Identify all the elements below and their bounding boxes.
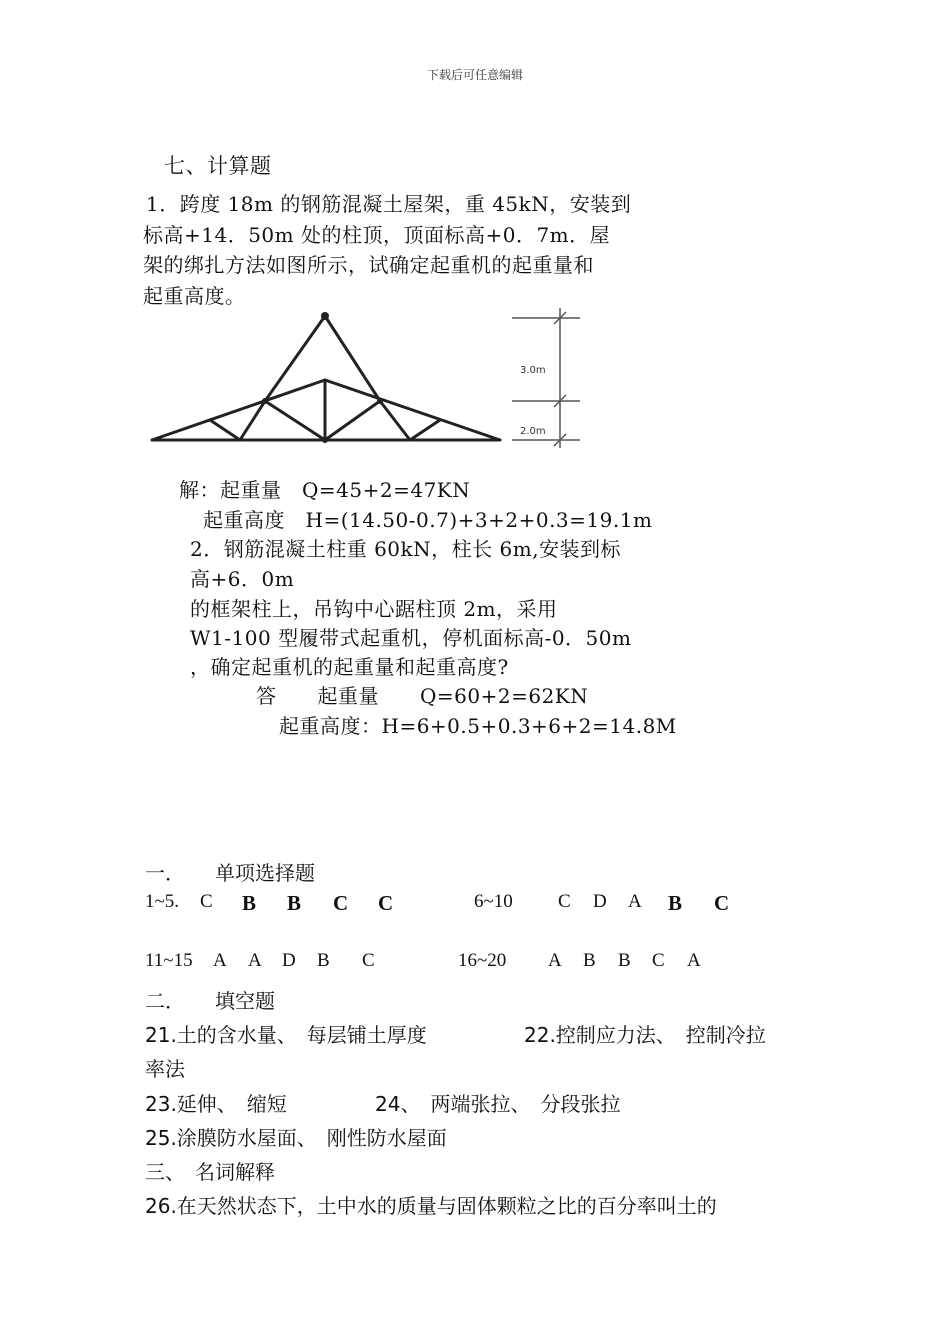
choice-answer-9: B	[668, 891, 683, 915]
choice-answer-19: C	[652, 950, 665, 971]
dimension-upper-label: 3.0m	[520, 365, 546, 376]
question-1-line-2: 标高+14．50m 处的柱顶，顶面标高+0．7m．屋	[143, 223, 611, 247]
choice-answer-11: A	[213, 950, 227, 971]
choice-answer-7: D	[593, 891, 607, 912]
fill-answer-24: 24、 两端张拉、 分段张拉	[375, 1092, 621, 1116]
choice-label-6-10: 6~10	[474, 891, 513, 912]
page-header: 下载后可任意编辑	[426, 68, 523, 82]
dimension-lower-label: 2.0m	[520, 426, 546, 437]
choice-answer-1: C	[200, 891, 213, 912]
section-heading-fill-in: 二． 填空题	[145, 989, 275, 1013]
section-heading-single-choice: 一． 单项选择题	[145, 861, 315, 885]
solution-2-line-2: 起重高度：H=6+0.5+0.3+6+2=14.8M	[279, 714, 677, 738]
choice-answer-15: C	[362, 950, 375, 971]
choice-answer-8: A	[628, 891, 642, 912]
fill-answer-23: 23.延伸、 缩短	[145, 1092, 287, 1116]
fill-answer-21: 21.土的含水量、 每层铺土厚度	[145, 1023, 427, 1047]
choice-answer-13: D	[282, 950, 296, 971]
choice-answer-5: C	[378, 891, 394, 915]
section-heading-calculation: 七、计算题	[164, 154, 272, 178]
choice-answer-18: B	[618, 950, 631, 971]
question-2-line-2: 高+6．0m	[190, 567, 295, 591]
question-2-line-3: 的框架柱上，吊钩中心踞柱顶 2m，采用	[190, 597, 558, 621]
choice-answer-20: A	[687, 950, 701, 971]
choice-label-11-15: 11~15	[145, 950, 193, 971]
choice-answer-4: C	[333, 891, 349, 915]
solution-1-line-1: 解：起重量 Q=45+2=47KN	[179, 478, 471, 502]
solution-1-line-2: 起重高度 H=(14.50-0.7)+3+2+0.3=19.1m	[203, 508, 653, 532]
choice-answer-17: B	[583, 950, 596, 971]
choice-answer-16: A	[548, 950, 562, 971]
choice-answer-14: B	[317, 950, 330, 971]
choice-label-16-20: 16~20	[458, 950, 507, 971]
section-heading-terms: 三、 名词解释	[145, 1160, 275, 1184]
choice-answer-3: B	[287, 891, 302, 915]
choice-answer-10: C	[714, 891, 730, 915]
choice-answer-2: B	[242, 891, 257, 915]
question-1-line-1: 1．跨度 18m 的钢筋混凝土屋架，重 45kN，安装到	[146, 192, 632, 216]
roof-truss-figure	[140, 300, 600, 460]
choice-answer-6: C	[558, 891, 571, 912]
fill-answer-22: 22.控制应力法、 控制冷拉	[524, 1023, 766, 1047]
fill-answer-22-cont: 率法	[145, 1057, 185, 1081]
question-2-line-5: ，确定起重机的起重量和起重高度?	[190, 655, 509, 679]
question-2-line-1: 2．钢筋混凝土柱重 60kN，柱长 6m,安装到标	[190, 537, 622, 561]
question-1-line-4: 起重高度。	[143, 284, 246, 308]
choice-label-1-5: 1~5.	[145, 891, 180, 912]
term-answer-26: 26.在天然状态下，土中水的质量与固体颗粒之比的百分率叫土的	[145, 1194, 717, 1218]
fill-answer-25: 25.涂膜防水屋面、 刚性防水屋面	[145, 1126, 447, 1150]
question-1-line-3: 架的绑扎方法如图所示，试确定起重机的起重量和	[143, 253, 594, 277]
choice-answer-12: A	[248, 950, 262, 971]
solution-2-line-1: 答 起重量 Q=60+2=62KN	[256, 684, 589, 708]
question-2-line-4: W1-100 型履带式起重机，停机面标高-0．50m	[190, 626, 632, 650]
